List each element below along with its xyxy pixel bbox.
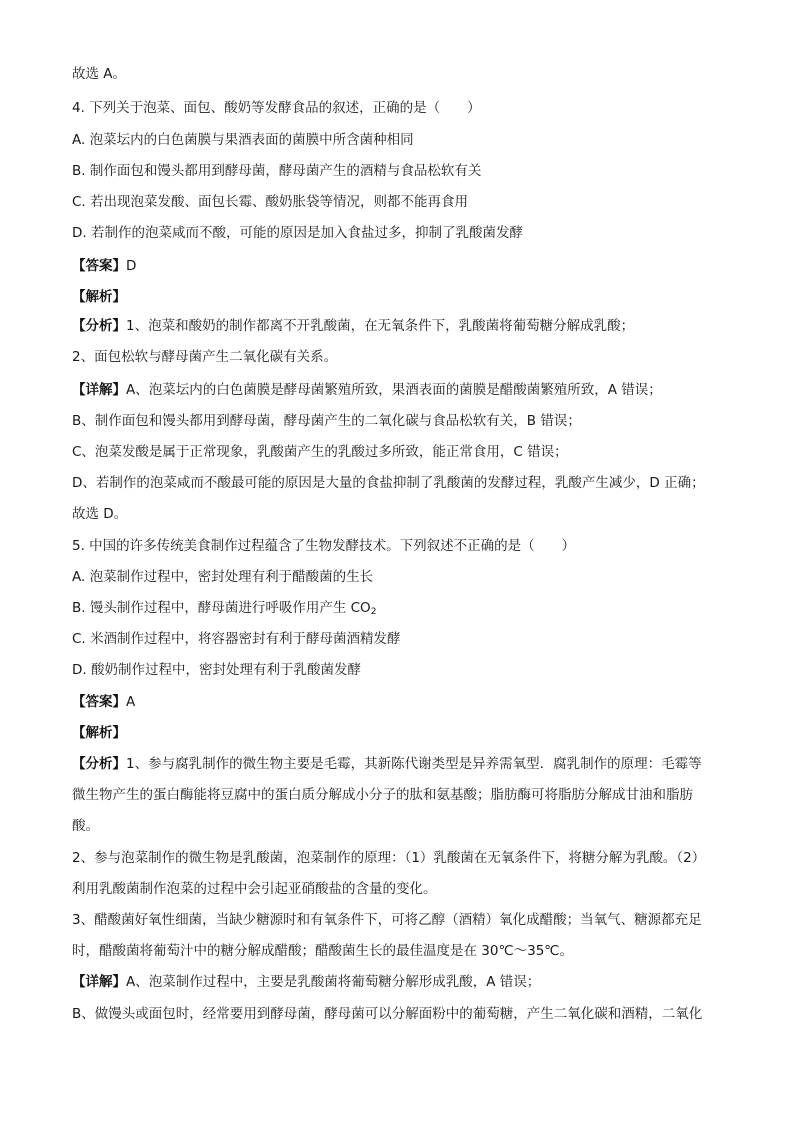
- analysis-line: 微生物产生的蛋白酶能将豆腐中的蛋白质分解成小分子的肽和氨基酸；脂肪酶可将脂肪分解成甘油和脂肪: [72, 787, 693, 803]
- analysis-line: 3、醋酸菌好氧性细菌，当缺少糖源时和有氧条件下，可将乙醇（酒精）氧化成醋酸；当氧气、糖源都充足: [72, 912, 702, 928]
- analysis-line: [72, 316, 634, 336]
- analysis-heading: 【解析】: [72, 725, 126, 741]
- answer-tag: 【答案】: [72, 694, 126, 710]
- option-b: [72, 598, 376, 622]
- fenxi-tag: 【分析】: [72, 318, 126, 334]
- option-d: D. 酸奶制作过程中，密封处理有利于乳酸菌发酵: [72, 662, 361, 678]
- xiangjie-text: A、泡菜制作过程中，主要是乳酸菌将葡萄糖分解形成乳酸，A 错误；: [126, 974, 541, 990]
- option-b-text: B. 馒头制作过程中，酵母菌进行呼吸作用产生 CO: [72, 600, 371, 616]
- option-d: D. 若制作的泡菜咸而不酸，可能的原因是加入食盐过多，抑制了乳酸菌发酵: [72, 225, 523, 241]
- subscript: 2: [370, 607, 377, 617]
- analysis-line: [72, 754, 702, 774]
- answer-value: D: [126, 258, 137, 274]
- detail-line: [72, 380, 662, 400]
- option-b: B. 制作面包和馒头都用到酵母菌，酵母菌产生的酒精与食品松软有关: [72, 163, 482, 179]
- option-a: A. 泡菜坛内的白色菌膜与果酒表面的菌膜中所含菌种相同: [72, 132, 414, 148]
- analysis-line: 时，醋酸菌将葡萄汁中的糖分解成醋酸；醋酸菌生长的最佳温度是在 30℃～35℃。: [72, 943, 573, 959]
- question-4-stem: 4. 下列关于泡菜、面包、酸奶等发酵食品的叙述，正确的是（ ）: [72, 100, 481, 116]
- answer-line: [72, 256, 136, 276]
- option-c: C. 若出现泡菜发酸、面包长霉、酸奶胀袋等情况，则都不能再食用: [72, 194, 469, 210]
- analysis-line: 利用乳酸菌制作泡菜的过程中会引起亚硝酸盐的含量的变化。: [72, 881, 437, 897]
- fenxi-tag: 【分析】: [72, 756, 126, 772]
- question-5-stem: 5. 中国的许多传统美食制作过程蕴含了生物发酵技术。下列叙述不正确的是（ ）: [72, 538, 576, 554]
- fenxi-text: 1、参与腐乳制作的微生物主要是毛霉，其新陈代谢类型是异养需氧型．腐乳制作的原理：毛霉等: [126, 756, 702, 772]
- option-c: C. 米酒制作过程中，将容器密封有利于酵母菌酒精发酵: [72, 631, 401, 647]
- answer-tag: 【答案】: [72, 258, 126, 274]
- detail-line: D、若制作的泡菜咸而不酸最可能的原因是大量的食盐抑制了乳酸菌的发酵过程，乳酸产生减少，D 正确；: [72, 475, 705, 491]
- xiangjie-tag: 【详解】: [72, 974, 126, 990]
- option-a: A. 泡菜制作过程中，密封处理有利于醋酸菌的生长: [72, 569, 374, 585]
- answer-value: A: [126, 694, 136, 710]
- conclusion-line: 故选 D。: [72, 506, 128, 522]
- answer-line: [72, 692, 135, 712]
- xiangjie-tag: 【详解】: [72, 382, 126, 398]
- analysis-line: 2、面包松软与酵母菌产生二氧化碳有关系。: [72, 349, 338, 365]
- detail-line: [72, 972, 540, 992]
- detail-line: B、做馒头或面包时，经常要用到酵母菌，酵母菌可以分解面粉中的葡萄糖，产生二氧化碳和酒精，二氧化: [72, 1006, 703, 1022]
- analysis-heading: 【解析】: [72, 289, 126, 305]
- analysis-line: 2、参与泡菜制作的微生物是乳酸菌，泡菜制作的原理：（1）乳酸菌在无氧条件下，将糖分解为乳酸。（2）: [72, 850, 706, 866]
- fenxi-text: 1、泡菜和酸奶的制作都离不开乳酸菌，在无氧条件下，乳酸菌将葡萄糖分解成乳酸；: [126, 318, 635, 334]
- detail-line: B、制作面包和馒头都用到酵母菌，酵母菌产生的二氧化碳与食品松软有关，B 错误；: [72, 413, 581, 429]
- xiangjie-text: A、泡菜坛内的白色菌膜是酵母菌繁殖所致，果酒表面的菌膜是醋酸菌繁殖所致，A 错误；: [126, 382, 662, 398]
- analysis-line: 酸。: [72, 818, 99, 834]
- text-line: 故选 A。: [72, 66, 127, 82]
- detail-line: C、泡菜发酸是属于正常现象，乳酸菌产生的乳酸过多所致，能正常食用，C 错误；: [72, 444, 568, 460]
